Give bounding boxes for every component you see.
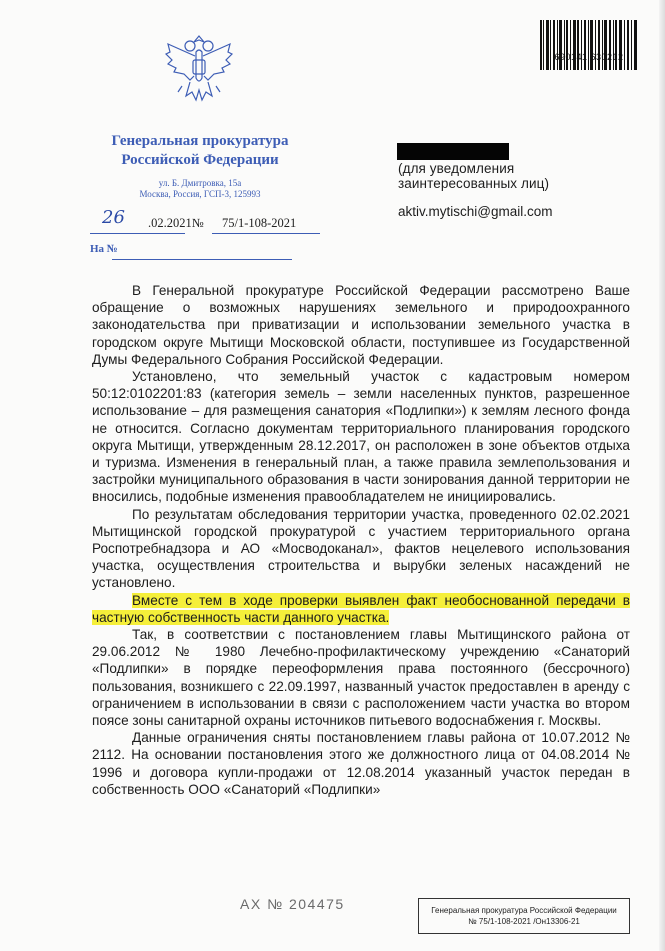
notice-line-1: (для уведомления [398,161,515,176]
registration-number: 75/1-108-2021 [222,216,297,230]
redacted-recipient [397,143,509,160]
address-line-2: Москва, Россия, ГСП-3, 125993 [139,189,261,199]
registration-stamp [418,898,630,934]
form-serial-number: АХ № 204475 [240,896,345,912]
stamp-line-2: № 75/1-108-2021 /Он13306-21 [468,917,580,926]
paragraph-2: Установлено, что земельный участок с кадастровым номером 50:12:0102201:83 (категория земель – земли населенных пунктов, разрешенное использование – для размещения санатория «Подлипки») к землям лесного фонда не относится. Согласно документам территориального планирования городского округа Мытищи, утвержденным 28.12.2017, он расположен в зоне объектов отдыха и туризма. Изменения в генеральный план, а также правила землепользования и застройки муниципального образования в части зонирования данной территории не вносились, подобные изменения правообладателем не инициировались. [92,369,630,505]
date-underline [90,233,185,234]
notice-line-2: заинтересованных лиц) [398,176,550,191]
reference-label [90,243,118,255]
page-edge [659,0,665,951]
number-underline [212,233,320,234]
address-line-1: ул. Б. Дмитровка, 15а [158,178,242,188]
barcode-icon [538,20,640,70]
org-line-2: Российской Федерации [121,152,279,168]
date-day-handwritten: 26 [102,207,125,228]
date-month-year: .02.2021№ [148,216,204,230]
paragraph-5: Так, в соответствии с постановлением главы Мытищинского района от 29.06.2012 № 1980 Лечебно-профилактическому учреждению «Санаторий «Подлипки» в порядке переоформления права постоянного (бессрочного) пользования, возникшего с 22.09.1997, названный участок предоставлен в аренду с ограничением в использовании в связи с расположением части участка во втором поясе зоны санитарной охраны источников питьевого водоснабжения г. Москвы. [92,627,630,729]
coat-of-arms-icon [160,30,238,110]
paragraph-3: По результатам обследования территории участка, проведенного 02.02.2021 Мытищинской городской прокуратурой с участием территориального органа Роспотребнадзора и АО «Мосводоканал», фактов нецелевого использования участка, осуществления строительства и вырубки зеленых насаждений не установлено. [92,506,630,591]
paragraph-1: В Генеральной прокуратуре Российской Федерации рассмотрено Ваше обращение о возможных нарушениях земельного и природоохранного законодательства при приватизации и использовании земельного участка в городском округе Мытищи Московской области, поступившее из Государственной Думы Федерального Собрания Российской Федерации. [92,283,630,367]
date-number-line [90,207,320,237]
reference-na: На № [90,243,118,255]
paragraph-6: Данные ограничения сняты постановлением главы района от 10.07.2012 № 2112. На основании постановления этого же должностного лица от 04.08.2014 № 1996 и договора купли-продажи от 12.08.2014 указанный участок передан в собственность ООО «Санаторий «Подлипки» [92,730,630,797]
highlighted-text: Вместе с тем в ходе проверки выявлен факт необоснованной передачи в частную собственность части данного участка. [92,592,630,625]
recipient-email: aktiv.mytischi@gmail.com [398,204,553,219]
stamp-line-1: Генеральная прокуратура Российской Федерации [431,906,617,915]
barcode-digits: 690141 630212 [554,52,624,62]
organization-name [100,132,300,170]
organization-address [110,178,290,200]
reference-underline [112,259,292,260]
paragraph-4-highlighted [92,592,630,626]
recipient-notice [398,161,549,191]
org-line-1: Генеральная прокуратура [111,133,289,149]
letter-body [92,282,630,798]
